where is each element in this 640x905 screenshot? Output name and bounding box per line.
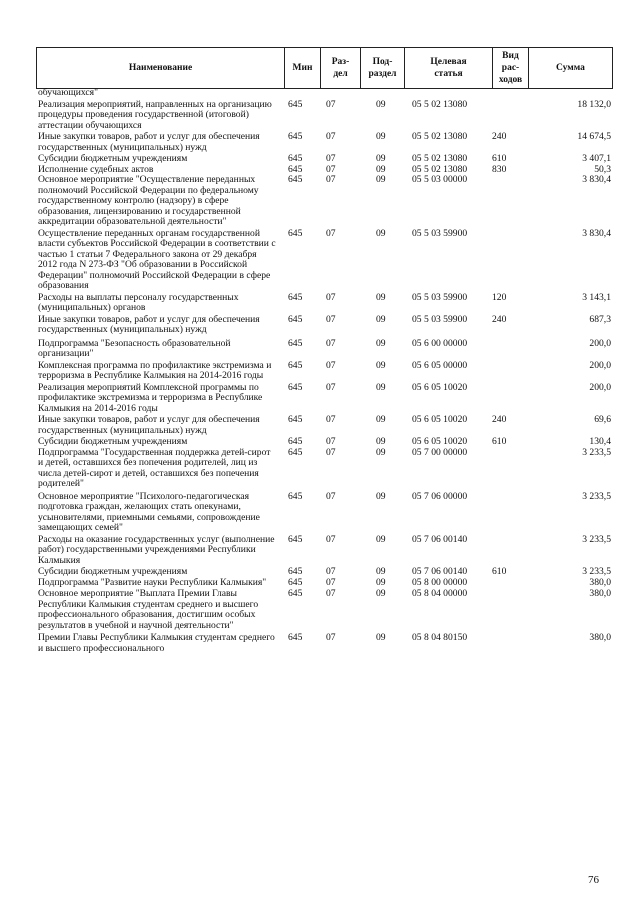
cell-target: 05 7 06 00140 <box>412 533 468 545</box>
cell-min: 645 <box>288 227 303 239</box>
cell-section: 07 <box>326 153 336 164</box>
table-row <box>36 154 613 165</box>
cell-subsection: 09 <box>376 566 386 577</box>
cell-name: Исполнение судебных актов <box>38 163 154 175</box>
cell-name: Иные закупки товаров, работ и услуг для обеспечения государственных (муниципальных) нужд <box>38 131 260 153</box>
cell-target: 05 6 05 10020 <box>412 436 468 447</box>
cell-section: 07 <box>326 533 336 545</box>
cell-sum: 69,6 <box>594 414 611 425</box>
table-row <box>36 578 613 589</box>
cell-section: 07 <box>326 227 336 239</box>
cell-target: 05 7 06 00000 <box>412 490 468 502</box>
table-row <box>36 100 613 132</box>
table-row <box>36 315 613 336</box>
cell-name: Расходы на выплаты персоналу государственных (муниципальных) органов <box>38 291 239 313</box>
table-row <box>36 88 613 99</box>
cell-min: 645 <box>288 381 303 393</box>
cell-section: 07 <box>326 414 336 425</box>
cell-min: 645 <box>288 490 303 502</box>
cell-target: 05 8 00 00000 <box>412 576 468 588</box>
cell-target: 05 6 05 00000 <box>412 359 468 371</box>
cell-section: 07 <box>326 490 336 502</box>
cell-min: 645 <box>288 436 303 447</box>
table-row <box>36 132 613 153</box>
cell-subsection: 09 <box>376 313 386 325</box>
cell-section: 07 <box>326 313 336 325</box>
cell-sum: 687,3 <box>589 313 611 325</box>
header-sum: Сумма <box>528 48 613 88</box>
cell-type: 610 <box>492 566 507 577</box>
cell-target: 05 6 05 10020 <box>412 414 468 425</box>
cell-sum: 200,0 <box>589 337 611 349</box>
table-row <box>36 633 613 654</box>
cell-sum: 380,0 <box>589 632 611 643</box>
cell-section: 07 <box>326 446 336 458</box>
cell-subsection: 09 <box>376 436 386 447</box>
cell-subsection: 09 <box>376 588 386 599</box>
cell-subsection: 09 <box>376 131 386 142</box>
cell-target: 05 5 03 59900 <box>412 227 468 239</box>
table-row <box>36 383 613 415</box>
cell-sum: 3 233,5 <box>582 566 611 577</box>
header-target: Целевая статья <box>404 48 492 88</box>
cell-section: 07 <box>326 291 336 303</box>
cell-sum: 200,0 <box>589 359 611 371</box>
cell-sum: 50,3 <box>594 163 611 175</box>
cell-min: 645 <box>288 174 303 185</box>
cell-min: 645 <box>288 414 303 425</box>
header-section: Раз- дел <box>320 48 360 88</box>
cell-type: 240 <box>492 313 507 325</box>
cell-target: 05 5 02 13080 <box>412 98 468 110</box>
cell-type: 830 <box>492 163 507 175</box>
cell-name: Подпрограмма "Развитие науки Республики Калмыкия" <box>38 576 267 588</box>
cell-name: Иные закупки товаров, работ и услуг для обеспечения государственных (муниципальных) нужд <box>38 414 260 436</box>
cell-min: 645 <box>288 163 303 175</box>
table-row <box>36 535 613 567</box>
cell-target: 05 5 02 13080 <box>412 153 468 164</box>
cell-min: 645 <box>288 576 303 588</box>
table-row <box>36 361 613 382</box>
cell-type: 610 <box>492 436 507 447</box>
table-row <box>36 448 613 490</box>
cell-target: 05 5 03 59900 <box>412 313 468 325</box>
cell-name: Реализация мероприятий Комплексной программы по профилактике экстремизма и терроризма в Республике Калмыкия на 2014-2016 годы <box>38 381 263 414</box>
cell-min: 645 <box>288 131 303 142</box>
cell-name: Субсидии бюджетным учреждениям <box>38 153 188 164</box>
cell-target: 05 8 04 80150 <box>412 632 468 643</box>
header-type: Вид рас- ходов <box>492 48 528 88</box>
cell-min: 645 <box>288 566 303 577</box>
cell-section: 07 <box>326 163 336 175</box>
cell-subsection: 09 <box>376 490 386 502</box>
cell-name: Комплексная программа по профилактике экстремизма и терроризма в Республике Калмыкия на 2014-2016 годы <box>38 359 272 381</box>
cell-sum: 3 407,1 <box>582 153 611 164</box>
cell-name: Субсидии бюджетным учреждениям <box>38 436 188 447</box>
cell-subsection: 09 <box>376 174 386 185</box>
cell-min: 645 <box>288 446 303 458</box>
cell-subsection: 09 <box>376 337 386 349</box>
cell-min: 645 <box>288 98 303 110</box>
cell-sum: 380,0 <box>589 588 611 599</box>
cell-min: 645 <box>288 337 303 349</box>
cell-sum: 200,0 <box>589 381 611 393</box>
table-body <box>36 88 613 654</box>
cell-section: 07 <box>326 381 336 393</box>
cell-target: 05 5 02 13080 <box>412 163 468 175</box>
cell-min: 645 <box>288 588 303 599</box>
cell-subsection: 09 <box>376 576 386 588</box>
cell-min: 645 <box>288 313 303 325</box>
cell-sum: 18 132,0 <box>577 98 611 110</box>
cell-subsection: 09 <box>376 163 386 175</box>
cell-name: Основное мероприятие "Психолого-педагогическая подготовка граждан, желающих стать опекунами, усыновителями, приемными семьями, сопровождение замещающих семей" <box>38 490 260 533</box>
cell-sum: 3 233,5 <box>582 533 611 545</box>
cell-name: Расходы на оказание государственных услуг (выполнение работ) государственными учреждениями Республики Калмыкия <box>38 533 275 566</box>
cell-section: 07 <box>326 131 336 142</box>
cell-subsection: 09 <box>376 446 386 458</box>
cell-section: 07 <box>326 174 336 185</box>
table-row <box>36 492 613 534</box>
cell-sum: 130,4 <box>589 436 611 447</box>
cell-name: обучающихся" <box>38 87 98 98</box>
cell-min: 645 <box>288 291 303 303</box>
cell-name: Реализация мероприятий, направленных на организацию процедуры проведения государственной (итоговой) аттестации обучающихся <box>38 98 272 131</box>
cell-section: 07 <box>326 588 336 599</box>
cell-subsection: 09 <box>376 291 386 303</box>
table-row <box>36 589 613 631</box>
cell-subsection: 09 <box>376 359 386 371</box>
cell-target: 05 7 00 00000 <box>412 446 468 458</box>
cell-section: 07 <box>326 359 336 371</box>
cell-sum: 3 830,4 <box>582 227 611 239</box>
cell-subsection: 09 <box>376 632 386 643</box>
table-row <box>36 567 613 578</box>
cell-target: 05 5 03 59900 <box>412 291 468 303</box>
cell-type: 240 <box>492 131 507 142</box>
table-row <box>36 293 613 314</box>
table-header <box>36 47 613 89</box>
header-name: Наименование <box>36 48 284 88</box>
cell-name: Основное мероприятие "Выплата Премии Главы Республики Калмыкия студентам среднего и высшего профессионального образования, достигшим особых результатов в учебной и научной деятельности" <box>38 588 259 631</box>
cell-sum: 3 233,5 <box>582 446 611 458</box>
cell-name: Премии Главы Республики Калмыкия студентам среднего и высшего профессионального <box>38 632 275 654</box>
page-number: 76 <box>588 874 599 886</box>
cell-min: 645 <box>288 533 303 545</box>
header-min: Мин <box>284 48 320 88</box>
cell-type: 240 <box>492 414 507 425</box>
cell-subsection: 09 <box>376 227 386 239</box>
cell-type: 120 <box>492 291 507 303</box>
cell-section: 07 <box>326 632 336 643</box>
cell-section: 07 <box>326 566 336 577</box>
cell-subsection: 09 <box>376 414 386 425</box>
cell-min: 645 <box>288 153 303 164</box>
header-subsection: Под- раздел <box>360 48 404 88</box>
table-row <box>36 339 613 360</box>
cell-subsection: 09 <box>376 381 386 393</box>
cell-sum: 380,0 <box>589 576 611 588</box>
cell-name: Иные закупки товаров, работ и услуг для обеспечения государственных (муниципальных) нужд <box>38 313 260 335</box>
table-row <box>36 175 613 228</box>
cell-target: 05 6 00 00000 <box>412 337 468 349</box>
cell-target: 05 5 02 13080 <box>412 131 468 142</box>
cell-min: 645 <box>288 632 303 643</box>
cell-sum: 14 674,5 <box>577 131 611 142</box>
table-row <box>36 229 613 292</box>
cell-section: 07 <box>326 576 336 588</box>
cell-target: 05 5 03 00000 <box>412 174 468 185</box>
cell-type: 610 <box>492 153 507 164</box>
cell-name: Субсидии бюджетным учреждениям <box>38 566 188 577</box>
cell-section: 07 <box>326 337 336 349</box>
cell-subsection: 09 <box>376 153 386 164</box>
cell-min: 645 <box>288 359 303 371</box>
table-row <box>36 415 613 436</box>
cell-section: 07 <box>326 436 336 447</box>
cell-subsection: 09 <box>376 533 386 545</box>
cell-target: 05 8 04 00000 <box>412 588 468 599</box>
cell-name: Подпрограмма "Безопасность образовательной организации" <box>38 337 231 359</box>
cell-name: Осуществление переданных органам государственной власти субъектов Российской Федерации в соответствии с частью 1 статьи 7 Федерального закона от 29 декабря 2012 года N 273-ФЗ "Об образовании в Российской Федерации" полномочий Российской Федерации в сфере образования <box>38 227 276 291</box>
cell-target: 05 7 06 00140 <box>412 566 468 577</box>
table-row <box>36 437 613 448</box>
cell-name: Подпрограмма "Государственная поддержка детей-сирот и детей, оставшихся без попечения родителей, лиц из числа детей-сирот и детей, оставшихся без попечения родителей" <box>38 446 271 489</box>
cell-subsection: 09 <box>376 98 386 110</box>
cell-name: Основное мероприятие "Осуществление переданных полномочий Российской Федерации по федеральному государственному контролю (надзору) в сфере образования, лицензированию и государственной аккредитации образовательной деятельности" <box>38 174 259 227</box>
cell-sum: 3 830,4 <box>582 174 611 185</box>
cell-sum: 3 143,1 <box>582 291 611 303</box>
cell-sum: 3 233,5 <box>582 490 611 502</box>
cell-target: 05 6 05 10020 <box>412 381 468 393</box>
cell-section: 07 <box>326 98 336 110</box>
